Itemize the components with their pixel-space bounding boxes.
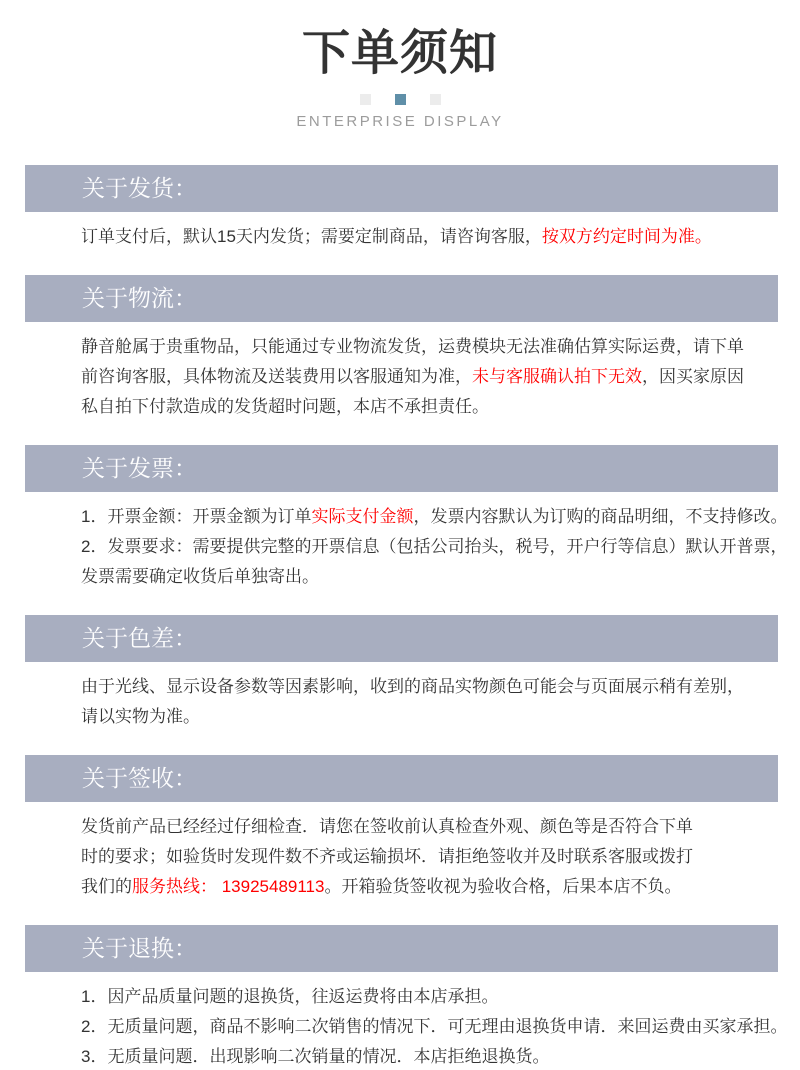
section-header-bar: 关于退换： — [25, 925, 778, 972]
text-line — [81, 1012, 795, 1042]
section-header-bar: 关于物流： — [25, 275, 778, 322]
notice-section-invoice — [0, 445, 800, 592]
section-header-bar: 关于色差： — [25, 615, 778, 662]
notice-section-receipt — [0, 755, 800, 902]
text-line — [81, 332, 795, 362]
body-text: 2．无质量问题，商品不影响二次销售的情况下．可无理由退换货申请．来回运费由买家承担。 — [81, 1016, 788, 1036]
deco-square-center — [395, 94, 406, 105]
text-line — [81, 812, 795, 842]
section-header-bar: 关于发货： — [25, 165, 778, 212]
body-text: 订单支付后，默认15天内发货；需要定制商品，请咨询客服， — [81, 226, 542, 246]
section-body — [81, 222, 795, 252]
text-line — [81, 672, 795, 702]
section-body — [81, 672, 795, 732]
body-text: 时的要求；如验货时发现件数不齐或运输损坏．请拒绝签收并及时联系客服或拨打 — [81, 846, 693, 866]
text-line — [81, 362, 795, 392]
notice-section-logistics — [0, 275, 800, 422]
body-text: 静音舱属于贵重物品，只能通过专业物流发货，运费模块无法准确估算实际运费，请下单 — [81, 336, 744, 356]
highlight-text: 实际支付金额 — [311, 506, 414, 526]
text-line — [81, 502, 795, 532]
body-text: 由于光线、显示设备参数等因素影响，收到的商品实物颜色可能会与页面展示稍有差别， — [81, 676, 744, 696]
body-text: 3．无质量问题．出现影响二次销量的情况．本店拒绝退换货。 — [81, 1046, 550, 1066]
title-block — [0, 0, 800, 130]
section-header-bar: 关于发票： — [25, 445, 778, 492]
text-line — [81, 702, 795, 732]
body-text: 1．因产品质量问题的退换货，往返运费将由本店承担。 — [81, 986, 499, 1006]
body-text: 发货前产品已经经过仔细检查．请您在签收前认真检查外观、颜色等是否符合下单 — [81, 816, 693, 836]
page-title: 下单须知 — [301, 27, 498, 80]
page-subtitle: ENTERPRISE DISPLAY — [296, 112, 504, 130]
body-text: 发票需要确定收货后单独寄出。 — [81, 566, 319, 586]
text-line — [81, 842, 795, 872]
body-text: 私自拍下付款造成的发货超时问题，本店不承担责任。 — [81, 396, 489, 416]
text-line — [81, 982, 795, 1012]
body-text: ，发票内容默认为订购的商品明细，不支持修改。 — [413, 506, 788, 526]
notice-section-color-difference — [0, 615, 800, 732]
section-body — [81, 332, 795, 422]
deco-square-left — [360, 94, 371, 105]
deco-square-right — [430, 94, 441, 105]
body-text: ，因买家原因 — [642, 366, 744, 386]
body-text: 请以实物为准。 — [81, 706, 200, 726]
highlight-text: 服务热线： 13925489113 — [132, 876, 325, 896]
notice-section-shipping — [0, 165, 800, 252]
text-line — [81, 872, 795, 902]
section-body — [81, 982, 795, 1070]
text-line — [81, 562, 795, 592]
section-header-bar: 关于签收： — [25, 755, 778, 802]
highlight-text: 按双方约定时间为准。 — [541, 226, 712, 246]
body-text: 我们的 — [81, 876, 132, 896]
text-line — [81, 532, 795, 562]
body-text: 。开箱验货签收视为验收合格，后果本店不负。 — [324, 876, 682, 896]
highlight-text: 未与客服确认拍下无效 — [472, 366, 642, 386]
notice-section-returns — [0, 925, 800, 1070]
notice-sections — [0, 165, 800, 1070]
text-line — [81, 392, 795, 422]
section-body — [81, 812, 795, 902]
text-line — [81, 222, 795, 252]
body-text: 2．发票要求：需要提供完整的开票信息（包括公司抬头，税号，开户行等信息）默认开普票， — [81, 536, 788, 556]
section-body — [81, 502, 795, 592]
body-text: 1．开票金额：开票金额为订单 — [81, 506, 312, 526]
text-line — [81, 1042, 795, 1070]
title-decoration — [0, 94, 800, 105]
body-text: 前咨询客服，具体物流及送装费用以客服通知为准， — [81, 366, 472, 386]
